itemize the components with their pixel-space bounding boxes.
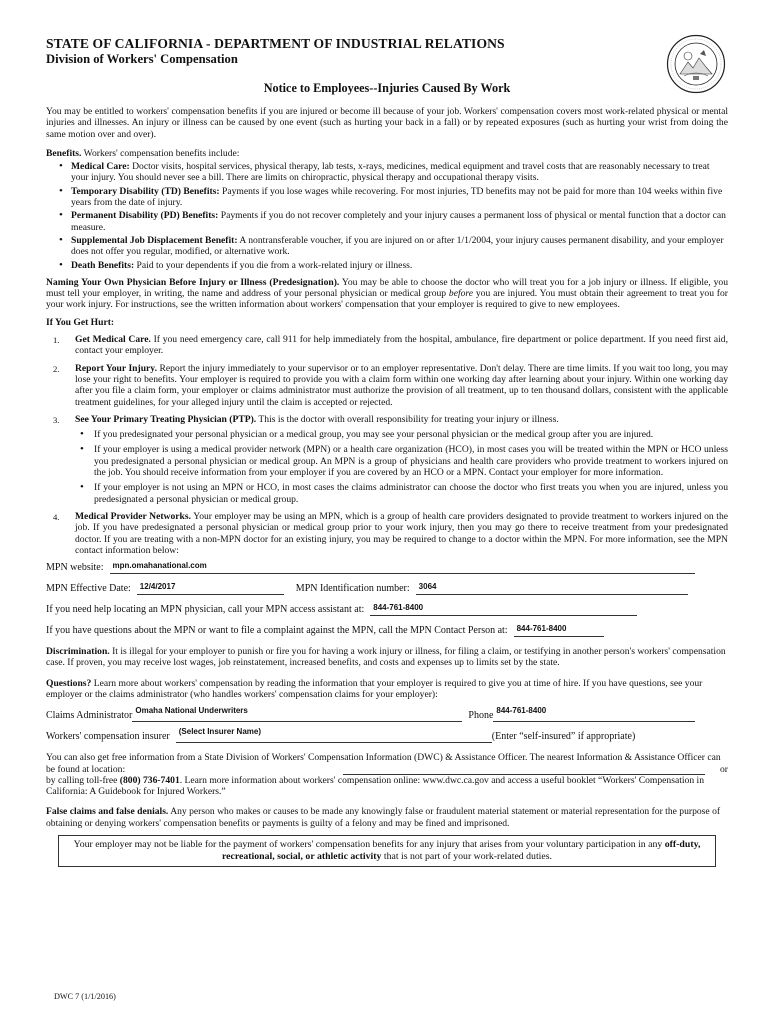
claims-admin-row [46,706,728,722]
insurer-row [46,727,728,743]
mpn-contact-row [46,625,728,637]
benefits-heading: Benefits. [46,147,82,159]
claims-admin-label: Claims Administrator [46,710,133,722]
mpn-website-field[interactable]: mpn.omahanational.com [110,563,695,574]
division-heading: Division of Workers' Compensation [46,52,238,66]
insurer-note: (Enter “self-insured” if appropriate) [491,731,636,743]
false-claims-paragraph: False claims and false denials. Any person who makes or causes to be made any knowingly false or fraudulent material statement or material representation for the purpose of obtaining or denying workers' compensation benefits or payments is guilty of a felony and may be fined and imprisoned. [46,806,721,829]
mpn-effective-date-field[interactable]: 12/4/2017 [137,584,284,595]
list-item: • If your employer is using a medical provider network (MPN) or a health care organization (HCO), in most cases you will be treated within the MPN or HCO unless you predesignated a personal physician or medical group. An MPN is a group of physicians and health care providers who provide treatment to workers injured on the job. You should receive information from your employer if you are covered by an HCO or a MPN. Contact your employer for more information. [75,444,728,478]
liability-box: Your employer may not be liable for the payment of workers' compensation benefits for any injury that arises from your voluntary participation in any off-duty, recreational, social, or athletic activity that is not part of your work-related duties. [58,835,716,867]
mpn-access-row [46,604,728,616]
form-number: DWC 7 (1/1/2016) [54,992,116,1001]
mpn-website-label: MPN website: [46,562,104,574]
list-item: 4. Medical Provider Networks. Your employer may be using an MPN, which is a group of health care providers designated to provide treatment to workers injured on the job. If you have predesignated a personal physician or medical group prior to your work injury, then you may go there to receive treatment from your predesignated doctor. If you are treating with a non-MPN doctor for an existing injury, you may be required to change to a doctor within the MPN. For more information, see the MPN contact information below: [53,510,729,556]
insurer-label: Workers' compensation insurer [46,731,170,743]
mpn-access-phone-field[interactable]: 844-761-8400 [370,605,637,616]
questions-paragraph: Questions? Learn more about workers' compensation by reading the information that your employer is required to give you at time of hire. If you have questions, see your employer or the claims administrator (who handles workers' compensation claims for your employer): [46,677,703,700]
list-item: 2. Report Your Injury. Report the injury immediately to your supervisor or to an employer representative. Don't delay. There are time limits. If you wait too long, you may lose your right to benefits. Your employer is required to provide you with a claim form within one working day after learning about your injury. Within one working day after you file a claim form, your employer or claims administrator must authorize the provision of all treatment, up to ten thousand dollars, consistent with the applicable treatment guidelines, for your alleged injury until the claim is accepted or rejected. [53,362,728,408]
if-hurt-heading: If You Get Hurt: [46,316,115,328]
benefits-section: Benefits. Workers' compensation benefits include: • Medical Care: Doctor visits, hospital services, physical therapy, lab tests, x-rays, medicines, medical equipment and travel costs that are reasonably necessary to treat your injury. You should never see a bill. There are limits on chiropractic, physical therapy and occupational therapy visits. • Temporary Disability (TD) Benefits: Payments if you lose wages while recovering. For most injuries, TD benefits may not be paid for more than 104 weeks within five years from the date of injury. • Permanent Disability (PD) Benefits: Payments if you do not recover completely and your injury causes a permanent loss of physical or mental function that a doctor can measure. • Supplemental Job Displacement Benefit: A nontransferable voucher, if you are injured on or after 1/1/2004, your injury causes permanent disability, and your employer does not offer you regular, modified, or alternative work. • Death Benefits: Paid to your dependents if you die from a work-related injury or illness. [46,148,728,271]
claims-phone-field[interactable]: 844-761-8400 [493,711,695,722]
list-item: 3. See Your Primary Treating Physician (PTP). This is the doctor with overall responsibility for treating your injury or illness. • If you predesignated your personal physician or a medical group, you may see your personal physician or the medical group after you are injured. • If your employer is using a medical provider network (MPN) or a health care organization (HCO), in most cases you will be treated within the MPN or HCO unless you predesignated a personal physician or medical group. An MPN is a group of physicians and health care providers who provide treatment to workers injured on the job. You should receive information from your employer if you are covered by an HCO or a MPN. Contact your employer for more information. • If your employer is not using an MPN or HCO, in most cases the claims administrator can choose the doctor who first treats you when you are injured, unless you predesignated a personal physician or medical group. [46,414,728,505]
notice-title: Notice to Employees--Injuries Caused By Work [263,81,511,95]
mpn-website-row [46,562,728,574]
mpn-id-label: MPN Identification number: [295,583,410,595]
list-item: • Death Benefits: Paid to your dependents if you die from a work-related injury or illness. [58,260,728,271]
insurer-field[interactable]: (Select Insurer Name) [176,732,492,743]
predesignation-paragraph: Naming Your Own Physician Before Injury or Illness (Predesignation). You may be able to choose the doctor who will treat you for a job injury or illness. If eligible, you must tell your employer, in writing, the name and address of your personal physician or medical group before you are injured. You must obtain their agreement to treat you for your work injury. For instructions, see the written information about workers' compensation that your employer is required to give to new employees. [46,276,728,311]
mpn-id-field[interactable]: 3064 [416,584,688,595]
list-item: 1. Get Medical Care. If you need emergency care, call 911 for help immediately from the hospital, ambulance, fire department or police department. If you need first aid, contact your employer. [53,334,728,357]
mpn-contact-phone-field[interactable]: 844-761-8400 [514,626,604,637]
mpn-contact-label: If you have questions about the MPN or want to file a complaint against the MPN, call the MPN Contact Person at: [46,625,508,637]
dwc-location-field[interactable] [343,764,705,775]
claims-admin-field[interactable]: Omaha National Underwriters [132,711,462,722]
discrimination-paragraph: Discrimination. It is illegal for your employer to punish or fire you for having a work injury or illness, for filing a claim, or testifying in another person's workers' compensation case. If proven, you may receive lost wages, job reinstatement, increased benefits, and costs and expenses up to limits set by the state. [46,646,726,669]
mpn-effective-label: MPN Effective Date: [46,583,131,595]
list-item: • Medical Care: Doctor visits, hospital services, physical therapy, lab tests, x-rays, medicines, medical equipment and travel costs that are reasonably necessary to treat your injury. You should never see a bill. There are limits on chiropractic, physical therapy and occupational therapy visits. [58,161,728,184]
list-item: • Supplemental Job Displacement Benefit: A nontransferable voucher, if you are injured on or after 1/1/2004, your injury causes permanent disability, and your employer does not offer you regular, modified, or alternative work. [58,235,728,258]
notice-document [46,36,728,867]
if-hurt-list [46,334,728,556]
claims-phone-label: Phone [468,710,494,722]
list-item: • If you predesignated your personal physician or a medical group, you may see your personal physician or the medical group after you are injured. [75,429,728,440]
list-item: • Permanent Disability (PD) Benefits: Payments if you do not recover completely and your injury causes a permanent loss of physical or mental function that a doctor can measure. [58,210,728,233]
mpn-access-label: If you need help locating an MPN physician, call your MPN access assistant at: [46,604,365,616]
list-item: • Temporary Disability (TD) Benefits: Payments if you lose wages while recovering. For most injuries, TD benefits may not be paid for more than 104 weeks within five years from the date of injury. [58,186,728,209]
benefits-list [58,161,728,271]
intro-paragraph: You may be entitled to workers' compensation benefits if you are injured or become ill because of your job. Workers' compensation covers most work-related physical or mental injuries and illnesses. An injury or illness can be caused by one event (such as hurting your back in a fall) or by repeated exposures (such as hurting your wrist from doing the same motion over and over). [46,106,728,140]
dwc-paragraph: You can also get free information from a State Division of Workers' Compensation Information (DWC) & Assistance Officer. The nearest Information & Assistance Officer can be found at location: or by calling toll-free (800) 736-7401. Learn more information about workers' compensation online: www.dwc.ca.gov and access a useful booklet “Workers' Compensation in California: A Guidebook for Injured Workers.” [46,752,728,798]
ptp-bullets [75,429,728,505]
agency-heading: STATE OF CALIFORNIA - DEPARTMENT OF INDUSTRIAL RELATIONS [46,36,505,51]
list-item: • If your employer is not using an MPN or HCO, in most cases the claims administrator can choose the doctor who first treats you when you are injured, unless you predesignated a personal physician or medical group. [75,482,728,505]
mpn-effective-row [46,583,728,595]
